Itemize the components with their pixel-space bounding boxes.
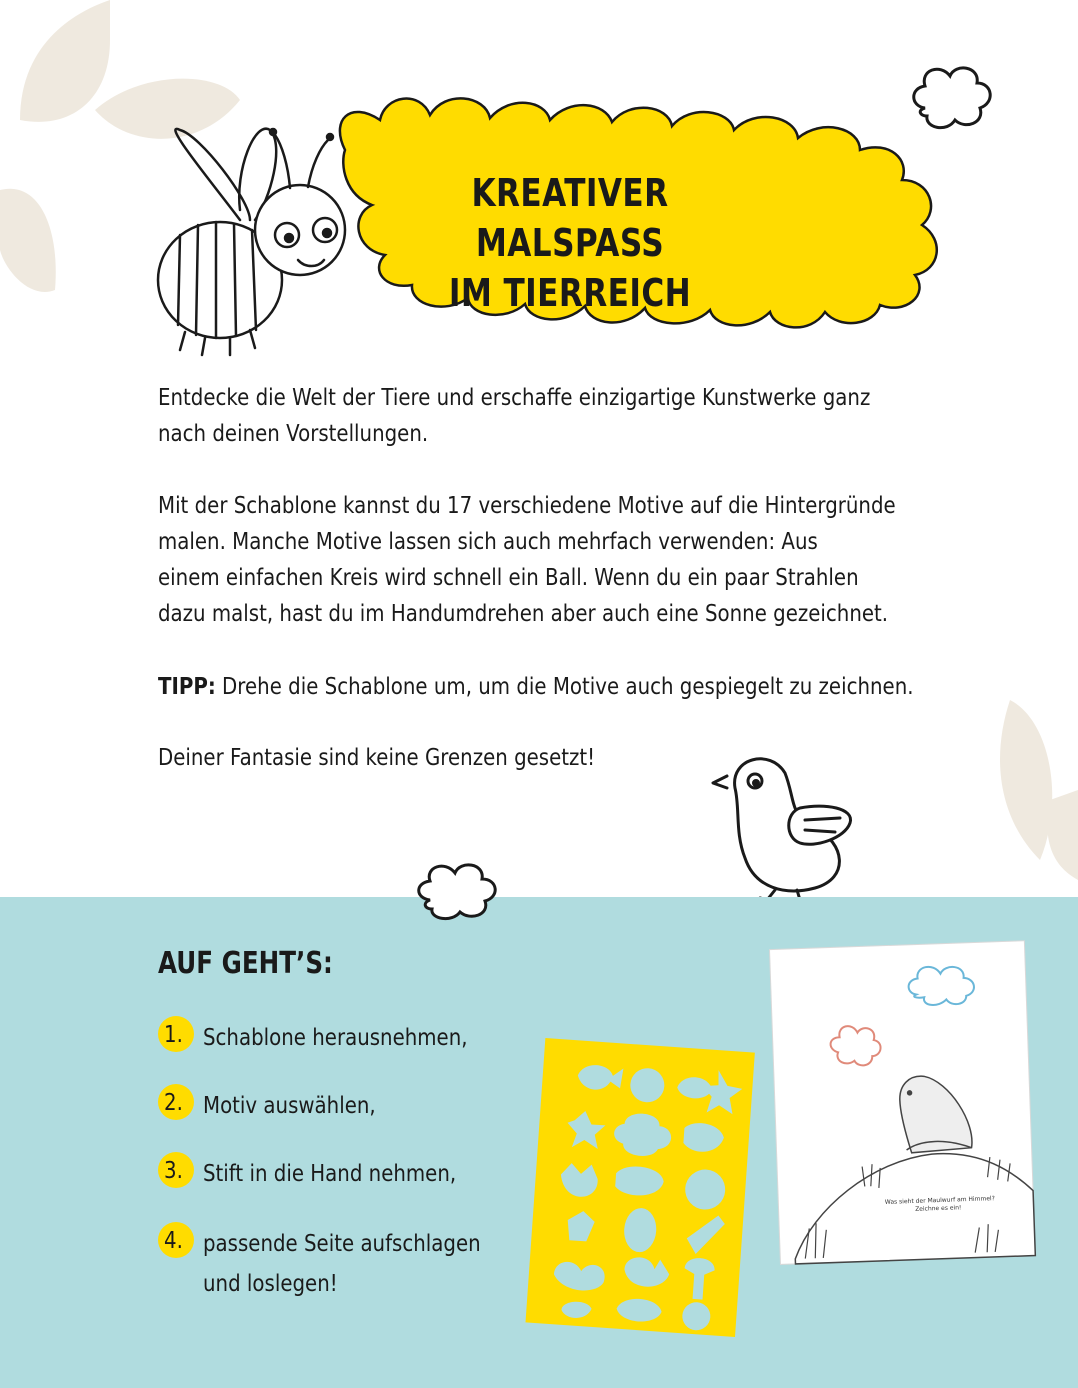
intro-p2-line2: malen. Manche Motive lassen sich auch mehrfach verwenden: Aus — [158, 529, 818, 555]
closing-text: Deiner Fantasie sind keine Grenzen gesetzt! — [158, 745, 596, 771]
chick-illustration-icon — [705, 748, 865, 908]
cloud-icon — [905, 58, 995, 138]
intro-p1-line1: Entdecke die Welt der Tiere und erschaffe einzigartige Kunstwerke ganz — [158, 385, 871, 411]
step-number-badge: 3. — [158, 1152, 194, 1188]
intro-paragraph-2 — [158, 488, 896, 632]
step-text: Schablone herausnehmen, — [203, 1025, 468, 1051]
step-text: Motiv auswählen, — [203, 1093, 376, 1119]
stencil-icon — [515, 1040, 765, 1340]
intro-paragraph-1 — [158, 380, 871, 452]
step-number-badge: 1. — [158, 1016, 194, 1052]
steps-heading: AUF GEHT’S: — [158, 946, 333, 981]
step-text: Stift in die Hand nehmen, — [203, 1161, 457, 1187]
tip-text: Drehe die Schablone um, um die Motive auch gespiegelt zu zeichnen. — [215, 674, 914, 700]
intro-p2-line3: einem einfachen Kreis wird schnell ein Ball. Wenn du ein paar Strahlen — [158, 565, 859, 591]
intro-p1-line2: nach deinen Vorstellungen. — [158, 421, 429, 447]
sample-page-caption: Was sieht der Maulwurf am Himmel? Zeichne es ein! — [884, 1195, 995, 1213]
page-title — [406, 168, 734, 318]
tip-paragraph — [158, 669, 914, 705]
cloud-icon — [410, 855, 500, 925]
intro-p2-line1: Mit der Schablone kannst du 17 verschiedene Motive auf die Hintergründe — [158, 493, 896, 519]
step-number-badge: 2. — [158, 1084, 194, 1120]
title-line-1: KREATIVER MALSPASS — [471, 171, 669, 265]
intro-p2-line4: dazu malst, hast du im Handumdrehen aber auch eine Sonne gezeichnet. — [158, 601, 889, 627]
title-line-2: IM TIERREICH — [448, 271, 692, 315]
bee-illustration-icon — [140, 110, 360, 370]
tip-label: TIPP: — [158, 674, 216, 700]
step-text: passende Seite aufschlagen und loslegen! — [203, 1231, 481, 1297]
step-number-badge: 4. — [158, 1222, 194, 1258]
sample-page-preview — [770, 935, 1040, 1275]
